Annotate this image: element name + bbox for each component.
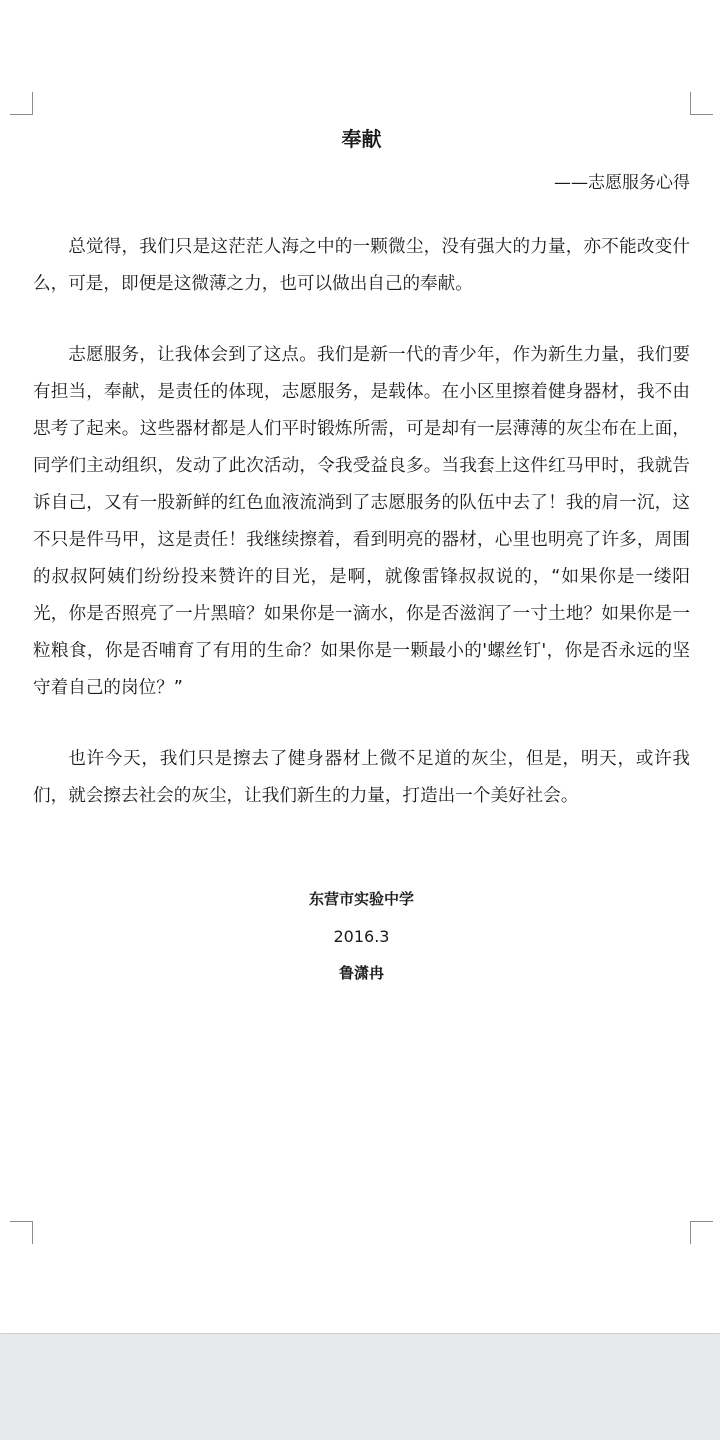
paragraph-2: 志愿服务，让我体会到了这点。我们是新一代的青少年，作为新生力量，我们要有担当，奉献，是责任的体现，志愿服务，是载体。在小区里擦着健身器材，我不由思考了起来。这些器材都是人们平时锻炼所需，可是却有一层薄薄的灰尘布在上面，同学们主动组织，发动了此次活动，令我受益良多。当我套上这件红马甲时，我就告诉自己，又有一股新鲜的红色血液流淌到了志愿服务的队伍中去了！我的肩一沉，这不只是件马甲，这是责任！我继续擦着，看到明亮的器材，心里也明亮了许多，周围的叔叔阿姨们纷纷投来赞许的目光，是啊，就像雷锋叔叔说的，“如果你是一缕阳光，你是否照亮了一片黑暗？如果你是一滴水，你是否滋润了一寸土地？如果你是一粒粮食，你是否哺育了有用的生命？如果你是一颗最小的'螺丝钉'，你是否永远的坚守着自己的岗位？” [33, 345, 690, 698]
document-subtitle: ——志愿服务心得 [554, 173, 690, 193]
crop-mark-top-left [10, 92, 33, 115]
viewer-background [0, 1334, 720, 1440]
signature-date: 2016.3 [333, 927, 390, 946]
crop-mark-bottom-left [10, 1221, 33, 1244]
paragraph-3: 也许今天，我们只是擦去了健身器材上微不足道的灰尘，但是，明天，或许我们，就会擦去社会的灰尘，让我们新生的力量，打造出一个美好社会。 [33, 749, 690, 806]
crop-mark-top-right [690, 92, 713, 115]
signature-school: 东营市实验中学 [308, 890, 414, 908]
paragraph-1: 总觉得，我们只是这茫茫人海之中的一颗微尘，没有强大的力量，亦不能改变什么，可是，即便是这微薄之力，也可以做出自己的奉献。 [33, 237, 690, 294]
crop-mark-bottom-right [690, 1221, 713, 1244]
signature-author: 鲁潇冉 [338, 964, 384, 982]
document-body [33, 124, 690, 992]
document-title: 奉献 [341, 127, 382, 151]
